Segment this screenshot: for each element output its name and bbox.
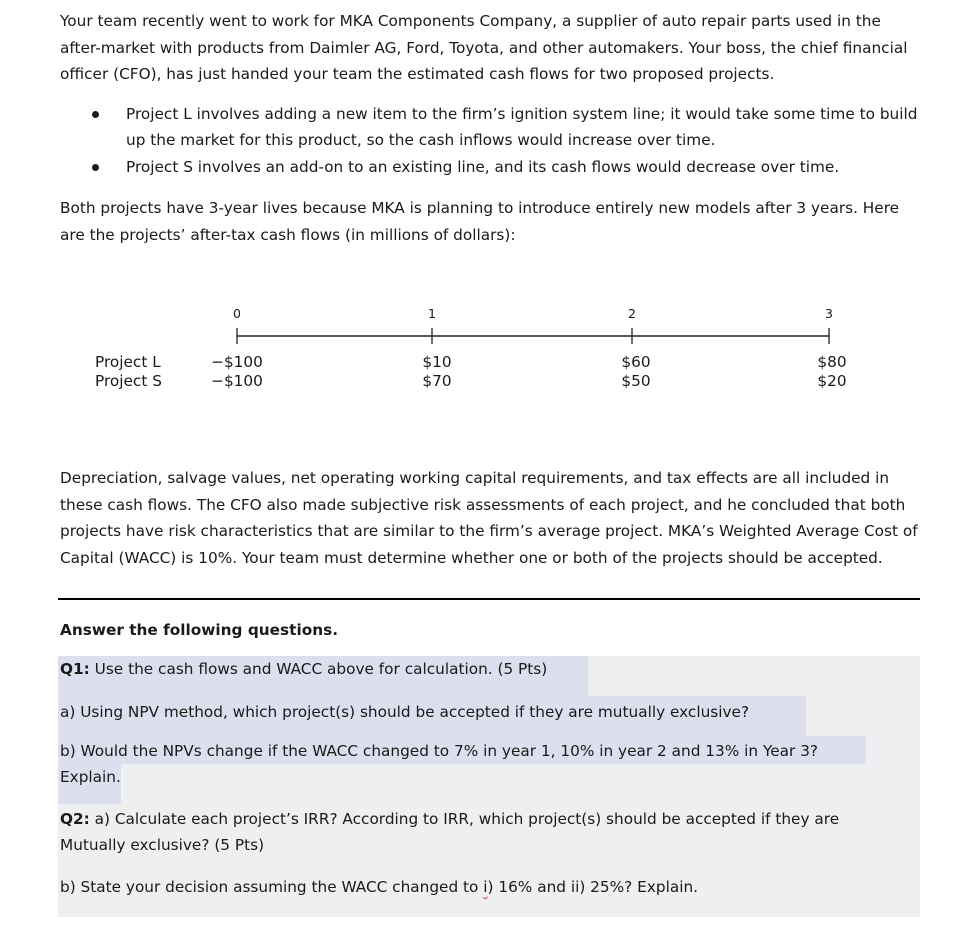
q2-label: Q2:: [60, 810, 90, 828]
question-1b-line2: Explain.: [60, 768, 121, 786]
project-s-cf-0: −$100: [211, 372, 263, 390]
period-label-2: 2: [628, 306, 636, 321]
project-l-cf-2: $60: [621, 353, 651, 371]
question-2b: [60, 874, 698, 901]
project-l-cf-0: −$100: [211, 353, 263, 371]
q2b-post: ) 16% and ii) 25%? Explain.: [487, 878, 699, 896]
question-1: [60, 656, 547, 683]
project-l-cf-3: $80: [817, 353, 847, 371]
q1-text: Use the cash flows and WACC above for calculation. (5 Pts): [89, 660, 548, 678]
q2-text: a) Calculate each project’s IRR? According to IRR, which project(s) should be accepted if they are: [89, 810, 840, 828]
q2b-pre: b) State your decision assuming the WACC changed to: [60, 878, 484, 896]
question-2-line1: [60, 806, 839, 833]
assumptions-paragraph: Depreciation, salvage values, net operating working capital requirements, and tax effects are all included in these cash flows. The CFO also made subjective risk assessments of each project, and he concluded that both projects have risk characteristics that are similar to the firm’s average project. MKA’s Weighted Average Cost of Capital (WACC) is 10%. Your team must determine whether one or both of the projects should be accepted.: [60, 469, 918, 567]
question-2-line2: Mutually exclusive? (5 Pts): [60, 836, 265, 854]
period-label-3: 3: [825, 306, 833, 321]
project-s-cf-2: $50: [621, 372, 651, 390]
project-s-cf-3: $20: [817, 372, 847, 390]
project-s-label: Project S: [95, 372, 162, 390]
cash-flow-timeline: [0, 292, 964, 412]
question-1a: a) Using NPV method, which project(s) should be accepted if they are mutually exclusive?: [60, 703, 750, 721]
spellcheck-i: i: [483, 878, 488, 896]
period-label-0: 0: [233, 306, 241, 321]
project-s-cf-1: $70: [422, 372, 452, 390]
bullet-project-s: Project S involves an add-on to an existing line, and its cash flows would decrease over time.: [60, 154, 920, 181]
section-divider: [58, 598, 920, 600]
project-l-label: Project L: [95, 353, 161, 371]
document-body: [60, 8, 920, 248]
project-bullet-list: [60, 101, 920, 181]
lives-paragraph: Both projects have 3-year lives because MKA is planning to introduce entirely new models after 3 years. Here are the projects’ after-tax cash flows (in millions of dollars):: [60, 199, 900, 244]
bullet-project-l: Project L involves adding a new item to the firm’s ignition system line; it would take some time to build up the market for this product, so the cash inflows would increase over time.: [60, 101, 920, 154]
intro-paragraph: Your team recently went to work for MKA Components Company, a supplier of auto repair parts used in the after-market with products from Daimler AG, Ford, Toyota, and other automakers. Your boss, the chief financial officer (CFO), has just handed your team the estimated cash flows for two proposed projects.: [60, 12, 908, 83]
period-label-1: 1: [428, 306, 436, 321]
questions-heading: Answer the following questions.: [60, 621, 339, 639]
q1-label: Q1:: [60, 660, 90, 678]
question-1b-line1: b) Would the NPVs change if the WACC changed to 7% in year 1, 10% in year 2 and 13% in Year 3?: [60, 742, 819, 760]
project-l-cf-1: $10: [422, 353, 452, 371]
